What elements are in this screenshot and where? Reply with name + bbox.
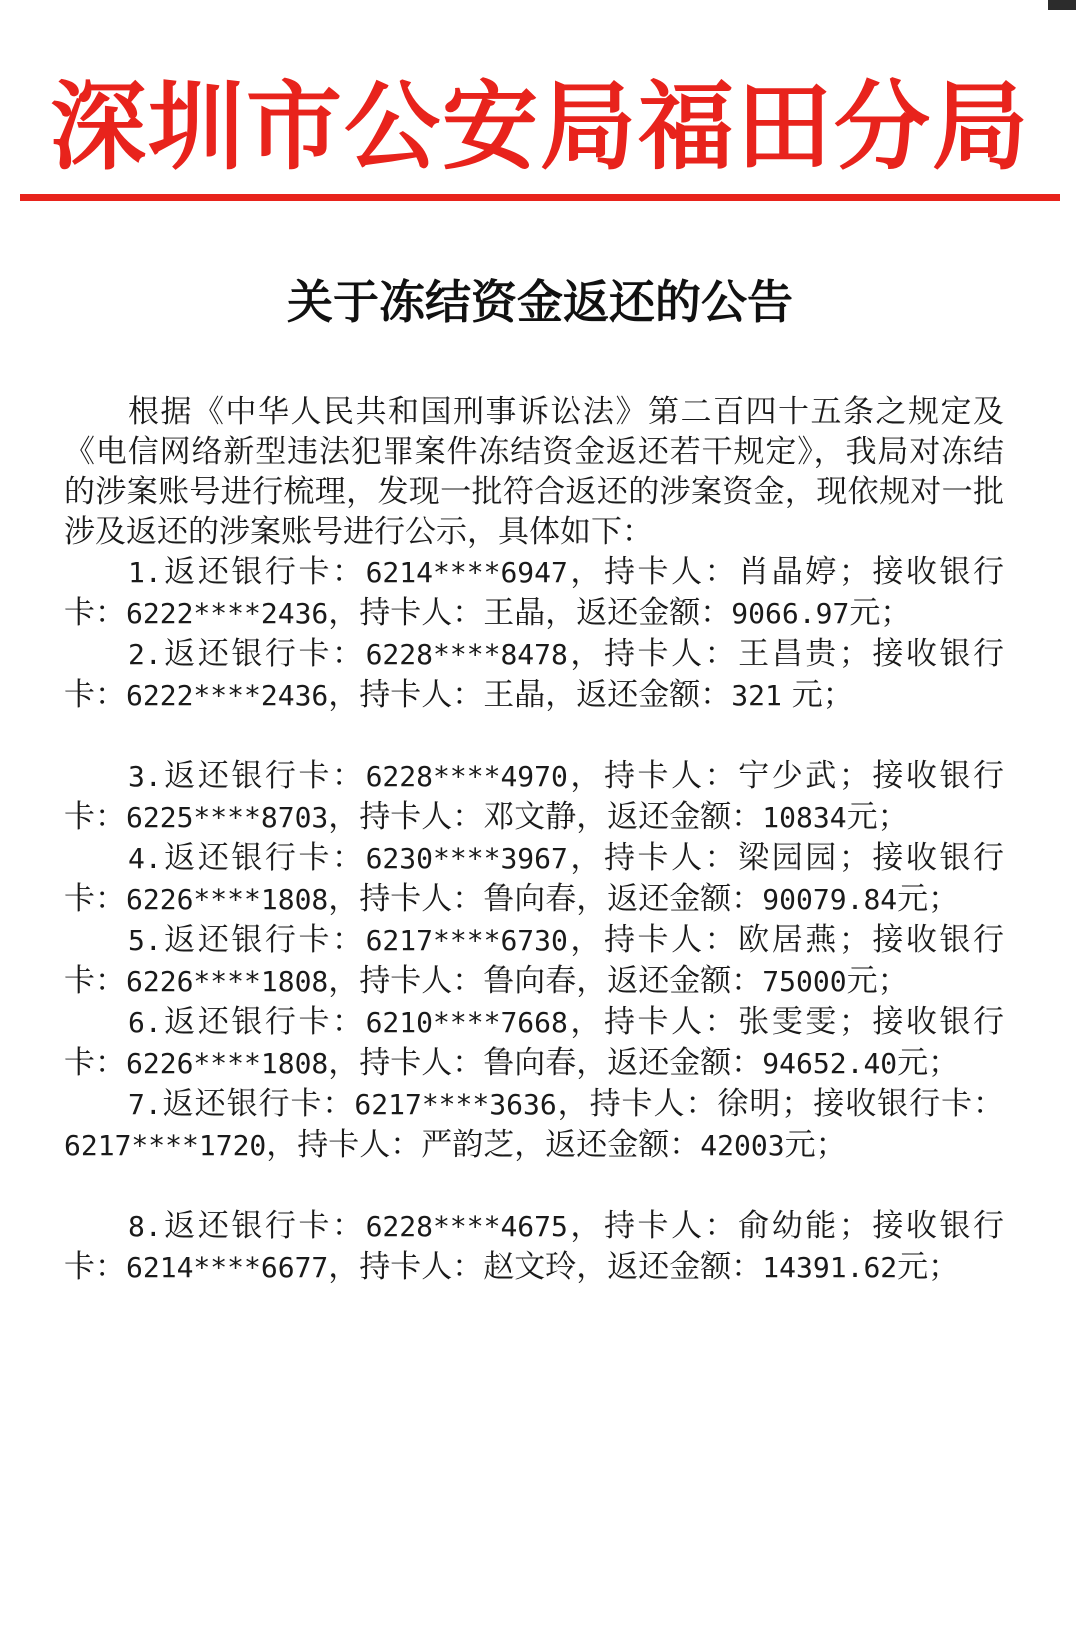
refund-amount: 42003: [700, 1129, 785, 1162]
return-card-label: 返还银行卡：: [161, 758, 366, 794]
receive-holder-label: ，持卡人：: [266, 1127, 422, 1163]
refund-entry-2: [64, 634, 1004, 716]
amount-unit: 元；: [846, 799, 909, 835]
holder-label: ，持卡人：: [567, 1208, 739, 1244]
refund-amount: 90079.84: [762, 883, 898, 916]
receive-card-number: 6226****1808: [126, 965, 329, 998]
receive-card-number: 6217****1720: [64, 1129, 267, 1162]
receive-card-holder: 鲁向春: [483, 1045, 577, 1081]
receive-card-number: 6226****1808: [126, 1047, 329, 1080]
amount-label: ，返还金额：: [514, 1127, 701, 1163]
receive-card-holder: 王晶: [483, 677, 546, 713]
amount-label: ，返还金额：: [576, 963, 763, 999]
return-card-label: 返还银行卡：: [161, 1208, 366, 1244]
header-rule: [20, 194, 1060, 201]
receive-card-label: ；接收银行卡：: [781, 1086, 1005, 1122]
receive-holder-label: ，持卡人：: [328, 677, 484, 713]
receive-card-number: 6225****8703: [126, 801, 329, 834]
amount-unit: 元；: [897, 1045, 960, 1081]
entry-number: 4.: [128, 842, 162, 875]
amount-unit: 元；: [897, 881, 960, 917]
holder-label: ，持卡人：: [567, 1004, 739, 1040]
return-card-label: 返还银行卡：: [161, 1086, 355, 1122]
receive-holder-label: ，持卡人：: [328, 595, 484, 631]
amount-unit: 元；: [781, 677, 854, 713]
amount-unit: 元；: [897, 1249, 960, 1285]
refund-amount: 14391.62: [762, 1251, 898, 1284]
return-card-holder: 肖晶婷: [738, 554, 839, 590]
receive-holder-label: ，持卡人：: [328, 799, 484, 835]
receive-holder-label: ，持卡人：: [328, 1045, 484, 1081]
amount-label: ，返还金额：: [545, 677, 732, 713]
refund-entry-6: [64, 1002, 1004, 1084]
return-card-holder: 宁少武: [738, 758, 839, 794]
refund-entry-5: [64, 920, 1004, 1002]
receive-card-label: ；接收银行卡：: [64, 1208, 1005, 1285]
holder-label: ，持卡人：: [567, 758, 739, 794]
entry-number: 5.: [128, 924, 162, 957]
notice-body: [64, 392, 1004, 1288]
amount-label: ，返还金额：: [576, 881, 763, 917]
return-card-label: 返还银行卡：: [161, 636, 366, 672]
receive-card-number: 6222****2436: [126, 597, 329, 630]
refund-amount: 75000: [762, 965, 847, 998]
entry-number: 1.: [128, 556, 162, 589]
return-card-number: 6217****6730: [365, 924, 568, 957]
return-card-label: 返还银行卡：: [161, 554, 366, 590]
holder-label: ，持卡人：: [567, 840, 739, 876]
amount-unit: 元；: [846, 963, 909, 999]
receive-card-number: 6214****6677: [126, 1251, 329, 1284]
receive-card-label: ；接收银行卡：: [64, 840, 1005, 917]
receive-holder-label: ，持卡人：: [328, 881, 484, 917]
refund-amount: 94652.40: [762, 1047, 898, 1080]
return-card-holder: 俞幼能: [738, 1208, 839, 1244]
entry-number: 6.: [128, 1006, 162, 1039]
receive-card-label: ；接收银行卡：: [64, 554, 1005, 631]
return-card-label: 返还银行卡：: [161, 840, 366, 876]
entry-number: 3.: [128, 760, 162, 793]
holder-label: ，持卡人：: [567, 636, 739, 672]
refund-entry-3: [64, 756, 1004, 838]
receive-card-label: ；接收银行卡：: [64, 1004, 1005, 1081]
refund-entry-8: [64, 1206, 1004, 1288]
return-card-label: 返还银行卡：: [161, 1004, 366, 1040]
return-card-holder: 徐明: [717, 1086, 782, 1122]
receive-card-number: 6222****2436: [126, 679, 329, 712]
receive-card-holder: 鲁向春: [483, 881, 577, 917]
amount-label: ，返还金额：: [545, 595, 732, 631]
return-card-holder: 张雯雯: [738, 1004, 839, 1040]
return-card-number: 6228****4970: [365, 760, 568, 793]
amount-unit: 元；: [849, 595, 912, 631]
receive-card-holder: 赵文玲: [483, 1249, 577, 1285]
return-card-number: 6210****7668: [365, 1006, 568, 1039]
return-card-number: 6228****8478: [365, 638, 568, 671]
refund-amount: 9066.97: [731, 597, 850, 630]
return-card-number: 6230****3967: [365, 842, 568, 875]
receive-card-label: ；接收银行卡：: [64, 758, 1005, 835]
receive-holder-label: ，持卡人：: [328, 1249, 484, 1285]
notice-title: 关于冻结资金返还的公告: [287, 275, 793, 329]
amount-label: ，返还金额：: [576, 1045, 763, 1081]
refund-entry-1: [64, 552, 1004, 634]
receive-card-number: 6226****1808: [126, 883, 329, 916]
refund-amount: 321: [731, 679, 782, 712]
return-card-number: 6228****4675: [365, 1210, 568, 1243]
refund-amount: 10834: [762, 801, 847, 834]
entry-number: 8.: [128, 1210, 162, 1243]
entry-number: 2.: [128, 638, 162, 671]
return-card-number: 6217****3636: [354, 1088, 557, 1121]
agency-header: 深圳市公安局福田分局: [50, 70, 1030, 183]
receive-card-holder: 王晶: [483, 595, 546, 631]
amount-label: ，返还金额：: [576, 799, 763, 835]
receive-card-label: ；接收银行卡：: [64, 636, 1005, 713]
intro-paragraph: 根据《中华人民共和国刑事诉讼法》第二百四十五条之规定及《电信网络新型违法犯罪案件冻结资金返还若干规定》，我局对冻结的涉案账号进行梳理，发现一批符合返还的涉案资金，现依规对一批涉及返还的涉案账号进行公示，具体如下：: [64, 394, 1004, 550]
receive-card-holder: 邓文静: [483, 799, 577, 835]
return-card-label: 返还银行卡：: [161, 922, 366, 958]
holder-label: ，持卡人：: [567, 554, 739, 590]
return-card-holder: 王昌贵: [738, 636, 839, 672]
holder-label: ，持卡人：: [567, 922, 739, 958]
scan-edge-mark: [1048, 0, 1076, 10]
refund-entry-4: [64, 838, 1004, 920]
holder-label: ，持卡人：: [556, 1086, 718, 1122]
receive-card-holder: 严韵芝: [421, 1127, 515, 1163]
receive-holder-label: ，持卡人：: [328, 963, 484, 999]
refund-entry-7: [64, 1084, 1004, 1166]
amount-label: ，返还金额：: [576, 1249, 763, 1285]
entry-number: 7.: [128, 1088, 162, 1121]
return-card-holder: 欧居燕: [738, 922, 839, 958]
return-card-number: 6214****6947: [365, 556, 568, 589]
receive-card-label: ；接收银行卡：: [64, 922, 1005, 999]
return-card-holder: 梁园园: [738, 840, 839, 876]
amount-unit: 元；: [784, 1127, 847, 1163]
receive-card-holder: 鲁向春: [483, 963, 577, 999]
